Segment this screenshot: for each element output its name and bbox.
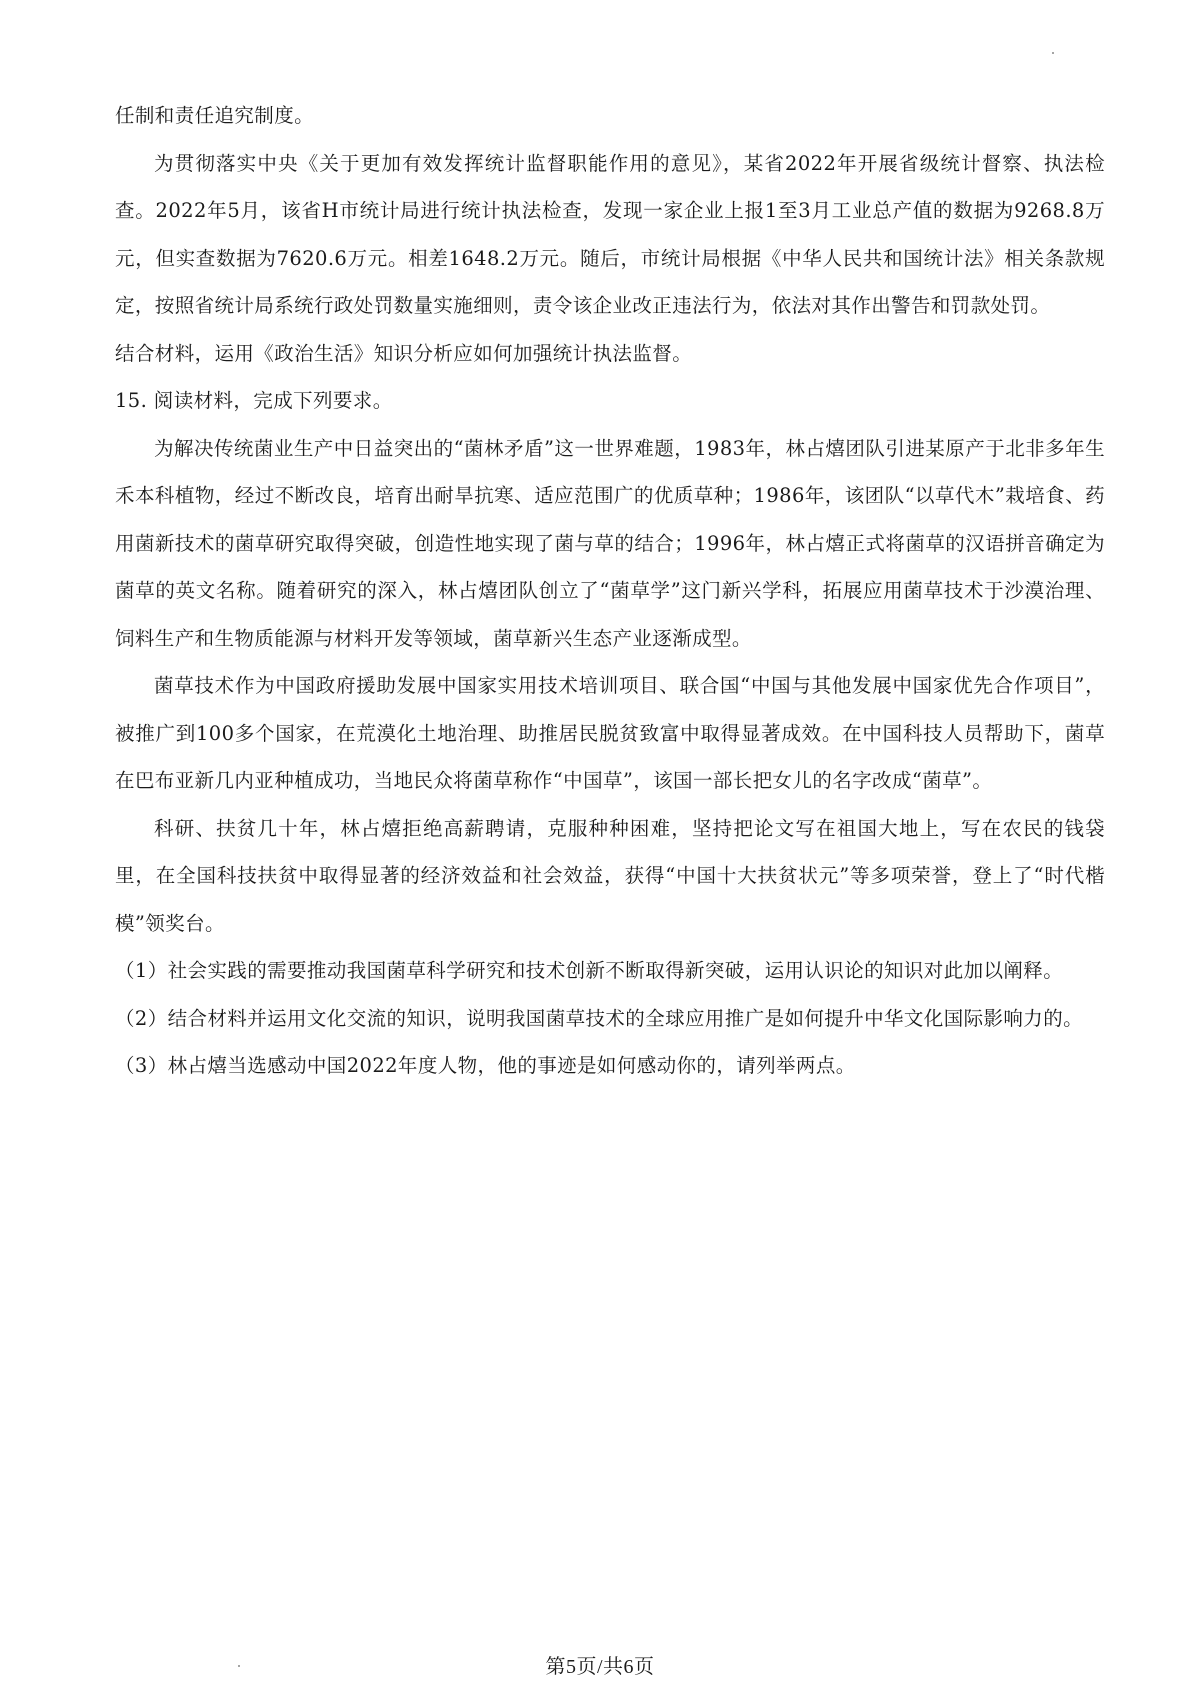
question-14-prompt: 结合材料，运用《政治生活》知识分析应如何加强统计执法监督。 — [115, 341, 693, 365]
material-paragraph-lin-zhanxi: 科研、扶贫几十年，林占熺拒绝高薪聘请，克服种种困难，坚持把论文写在祖国大地上，写在农民的钱袋里，在全国科技扶贫中取得显著的经济效益和社会效益，获得“中国十大扶贫状元”等多项荣誉，登上了“时代楷模”领奖台。 — [115, 816, 1105, 935]
material-paragraph-juncao-research: 为解决传统菌业生产中日益突出的“菌林矛盾”这一世界难题，1983年，林占熺团队引进某原产于北非多年生禾本科植物，经过不断改良，培育出耐旱抗寒、适应范围广的优质草种；1986年，该团队“以草代木”栽培食、药用菌新技术的菌草研究取得突破，创造性地实现了菌与草的结合；1996年，林占熺正式将菌草的汉语拼音确定为菌草的英文名称。随着研究的深入，林占熺团队创立了“菌草学”这门新兴学科，拓展应用菌草技术于沙漠治理、饲料生产和生物质能源与材料开发等领域，菌草新兴生态产业逐渐成型。 — [115, 436, 1105, 650]
sub-question-1: （1）社会实践的需要推动我国菌草科学研究和技术创新不断取得新突破，运用认识论的知识对此加以阐释。 — [115, 959, 1064, 982]
document-body — [115, 92, 1105, 1090]
question-15-heading: 15. 阅读材料，完成下列要求。 — [115, 389, 393, 412]
sub-question-2: （2）结合材料并运用文化交流的知识，说明我国菌草技术的全球应用推广是如何提升中华文化国际影响力的。 — [115, 1006, 1084, 1030]
page-footer: 第5页/共6页 — [545, 1656, 655, 1678]
material-paragraph-statistics: 为贯彻落实中央《关于更加有效发挥统计监督职能作用的意见》，某省2022年开展省级统计督察、执法检查。2022年5月，该省H市统计局进行统计执法检查，发现一家企业上报1至3月工业总产值的数据为9268.8万元，但实查数据为7620.6万元。相差1648.2万元。随后，市统计局根据《中华人民共和国统计法》相关条款规定，按照省统计局系统行政处罚数量实施细则，责令该企业改正违法行为，依法对其作出警告和罚款处罚。 — [115, 151, 1105, 317]
sub-question-3: （3）林占熺当选感动中国2022年度人物，他的事迹是如何感动你的，请列举两点。 — [115, 1054, 856, 1077]
scan-speck — [1052, 52, 1054, 54]
continuation-line: 任制和责任追究制度。 — [115, 104, 315, 127]
material-paragraph-juncao-global: 菌草技术作为中国政府援助发展中国家实用技术培训项目、联合国“中国与其他发展中国家优先合作项目”，被推广到100多个国家，在荒漠化土地治理、助推居民脱贫致富中取得显著成效。在中国科技人员帮助下，菌草在巴布亚新几内亚种植成功，当地民众将菌草称作“中国草”，该国一部长把女儿的名字改成“菌草”。 — [115, 674, 1105, 792]
